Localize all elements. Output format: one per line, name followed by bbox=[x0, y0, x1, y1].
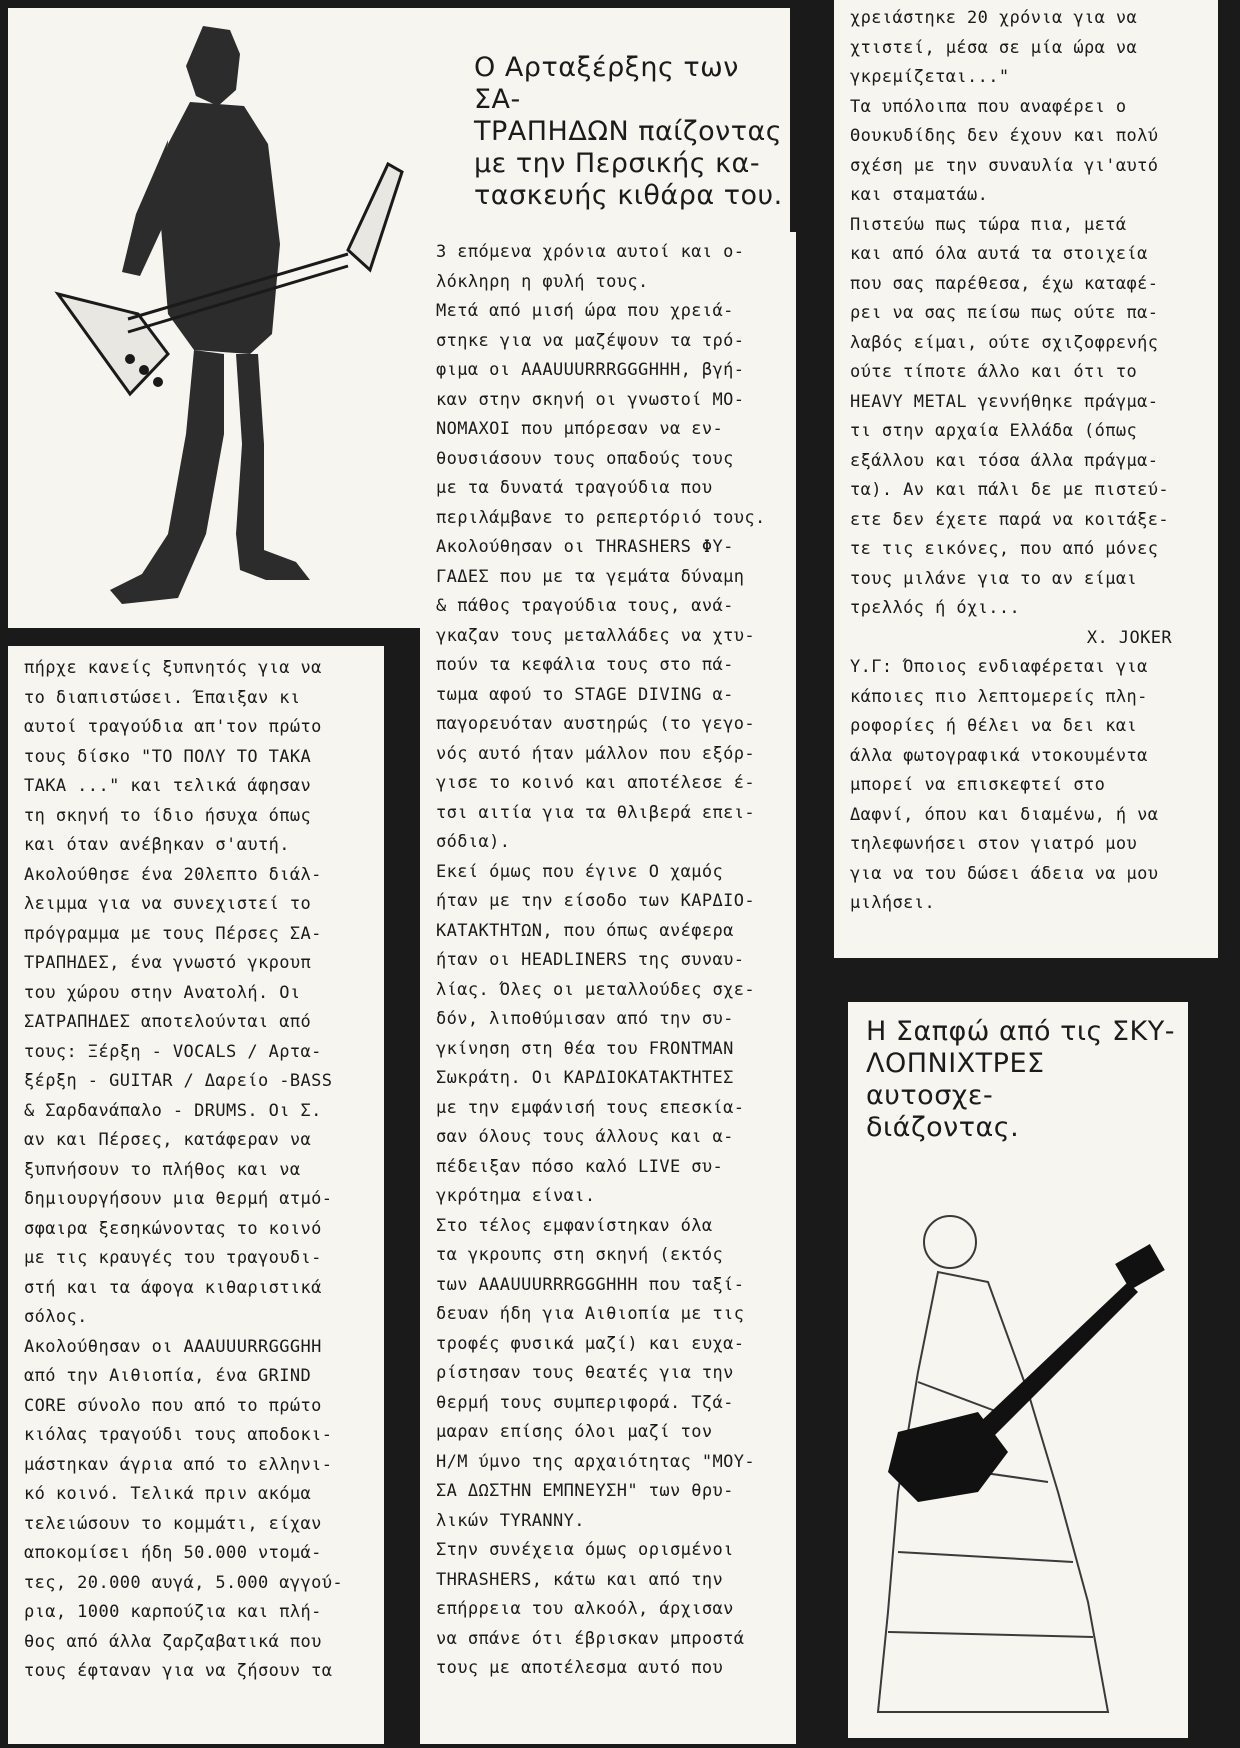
paragraph: 3 επόμενα χρόνια αυτοί και ο- λόκληρη η φυλή τους. bbox=[436, 242, 745, 292]
article-column-left bbox=[8, 646, 384, 1744]
guitarist-statue-image bbox=[18, 14, 458, 624]
figure-top-caption: Ο Αρταξέρξης των ΣΑ- ΤΡΑΠΗΔΩΝ παίζοντας με την Περσικής κα- τασκευής κιθάρα του. bbox=[474, 52, 783, 211]
postscript: Υ.Γ: Όποιος ενδιαφέρεται για κάποιες πιο λεπτομερείς πλη- ροφορίες ή θέλει να δει και άλλα φωτογραφικά ντοκουμέντα μπορεί να επισκεφτεί στο Δαφνί, όπου και διαμένω, ή να τηλεφωνήσει στον γιατρό μου για να του δώσει άδεια να μου μιλήσει. bbox=[850, 657, 1159, 913]
author-signature: Χ. JOKER bbox=[1086, 627, 1172, 648]
article-column-middle bbox=[420, 232, 796, 1744]
paragraph: Πιστεύω πως τώρα πια, μετά και από όλα αυτά τα στοιχεία που σας παρέθεσα, έχω καταφέ- ρει να σας πείσω πως ούτε πα- λαβός είμαι, ούτε σχιζοφρενής ούτε τίποτε άλλο και ότι το HEAVY METAL γεννήθηκε πράγμα- τι στην αρχαία Ελλάδα (όπως εξάλλου και τόσα άλλα πράγμα- τα). Αν και πάλι δε με πιστεύ- ετε δεν έχετε παρά να κοιτάξε- τε τις εικόνες, που από μόνες τους μιλάνε για το αν είμαι τρελλός ή όχι... bbox=[850, 214, 1170, 618]
paragraph: Ακολούθησαν οι ΑΑΑUUURRGGGHH από την Αιθιοπία, ένα GRIND CORE σύνολο που από το πρώτο κιόλας τραγούδι τους αποδοκι- μάστηκαν άγρια από το ελληνι- κό κοινό. Τελικά πριν ακόμα τελειώσουν το κομμάτι, είχαν αποκομίσει ήδη 50.000 ντομά- τες, 20.000 αυγά, 5.000 αγγού- ρια, 1000 καρπούζια και πλή- θος από άλλα ζαρζαβατικά που τους έφταναν για να ζήσουν τα bbox=[24, 1336, 344, 1681]
paragraph: Στο τέλος εμφανίστηκαν όλα τα γκρουπς στη σκηνή (εκτός των ΑΑΑUUURRRGGGHHH που ταξί- δευαν ήδη για Αιθιοπία με τις τροφές φυσικά μαζί) και ευχα- ρίστησαν τους θεατές για την θερμή τους συμπεριφορά. Τζά- μαραν επίσης όλοι μαζί τον Η/Μ ύμνο της αρχαιότητας "ΜΟΥ- ΣΑ ΔΩΣΤΗΝ ΕΜΠΝΕΥΣΗ" των θρυ- λικών TYRANNY. bbox=[436, 1215, 756, 1531]
figure-bottom-caption: Η Σαπφώ από τις ΣΚΥ- ΛΟΠΝΙΧΤΡΕΣ αυτοσχε- διάζοντας. bbox=[866, 1016, 1175, 1143]
figure-bottom-panel bbox=[848, 1002, 1188, 1738]
article-column-right bbox=[834, 0, 1218, 958]
paragraph: Μετά από μισή ώρα που χρειά- στηκε για να μαζέψουν τα τρό- φιμα οι ΑΑΑUUURRRGGGHHH, βγή- καν στην σκηνή οι γνωστοί ΜΟ- ΝΟΜΑΧΟΙ που μπόρεσαν να εν- θουσιάσουν τους οπαδούς τους με τα δυνατά τραγούδια που περιλάμβανε το ρεπερτόριό τους. bbox=[436, 301, 766, 528]
paragraph: χρειάστηκε 20 χρόνια για να χτιστεί, μέσα σε μία ώρα να γκρεμίζεται..." bbox=[850, 8, 1138, 87]
paragraph: Στην συνέχεια όμως ορισμένοι THRASHERS, κάτω και από την επήρρεια του αλκοόλ, άρχισαν να σπάνε ότι έβρισκαν μπροστά τους με αποτέλεσμα αυτό που bbox=[436, 1540, 745, 1678]
paragraph: πήρχε κανείς ξυπνητός για να το διαπιστώσει. Έπαιξαν κι αυτοί τραγούδια απ'τον πρώτο τους δίσκο "ΤΟ ΠΟΛΥ ΤΟ ΤΑΚΑ ΤΑΚΑ ..." και τελικά άφησαν τη σκηνή το ίδιο ήσυχα όπως και όταν ανέβηκαν σ'αυτή. bbox=[24, 658, 322, 855]
paragraph: Ακολούθησε ένα 20λεπτο διάλ- λειμμα για να συνεχιστεί το πρόγραμμα με τους Πέρσες ΣΑ- ΤΡΑΠΗΔΕΣ, ένα γνωστό γκρουπ του χώρου στην Ανατολή. Οι ΣΑΤΡΑΠΗΔΕΣ αποτελούνται από τους: Ξέρξη - VOCALS / Αρτα- ξέρξη - GUITAR / Δαρείο -BASS & Σαρδανάπαλο - DRUMS. Οι Σ. αν και Πέρσες, κατάφεραν να ξυπνήσουν το πλήθος και να δημιουργήσουν μια θερμή ατμό- σφαιρα ξεσηκώνοντας το κοινό με τις κραυγές του τραγουδι- στή και τα άφογα κιθαριστικά σόλος. bbox=[24, 864, 333, 1327]
paragraph: Ακολούθησαν οι THRASHERS ΦΥ- ΓΑΔΕΣ που με τα γεμάτα δύναμη & πάθος τραγούδια τους, ανά- γκαζαν τους μεταλλάδες να χτυ- πούν τα κεφάλια τους στο πά- τωμα αφού το STAGE DIVING α- παγορευόταν αυστηρώς (το γεγο- νός αυτό ήταν μάλλον που εξόρ- γισε το κοινό και αποτέλεσε έ- τσι αιτία για τα θλιβερά επει- σόδια). bbox=[436, 537, 756, 852]
paragraph: Εκεί όμως που έγινε Ο χαμός ήταν με την είσοδο των ΚΑΡΔΙΟ- ΚΑΤΑΚΤΗΤΩΝ, που όπως ανέφερα ήταν οι HEADLINERS της συναυ- λίας. Όλες οι μεταλλούδες σχε- δόν, λιποθύμισαν από την συ- γκίνηση στη θέα του FRONTMAN Σωκράτη. Οι ΚΑΡΔΙΟΚΑΤΑΚΤΗΤΕΣ με την εμφάνισή τους επεσκία- σαν όλους τους άλλους και α- πέδειξαν πόσο καλό LIVE συ- γκρότημα είναι. bbox=[436, 861, 756, 1206]
lyre-statue-image bbox=[858, 1132, 1178, 1732]
paragraph: Τα υπόλοιπα που αναφέρει ο Θουκυδίδης δεν έχουν και πολύ σχέση με την συναυλία γι'αυτό και σταματάω. bbox=[850, 96, 1159, 205]
